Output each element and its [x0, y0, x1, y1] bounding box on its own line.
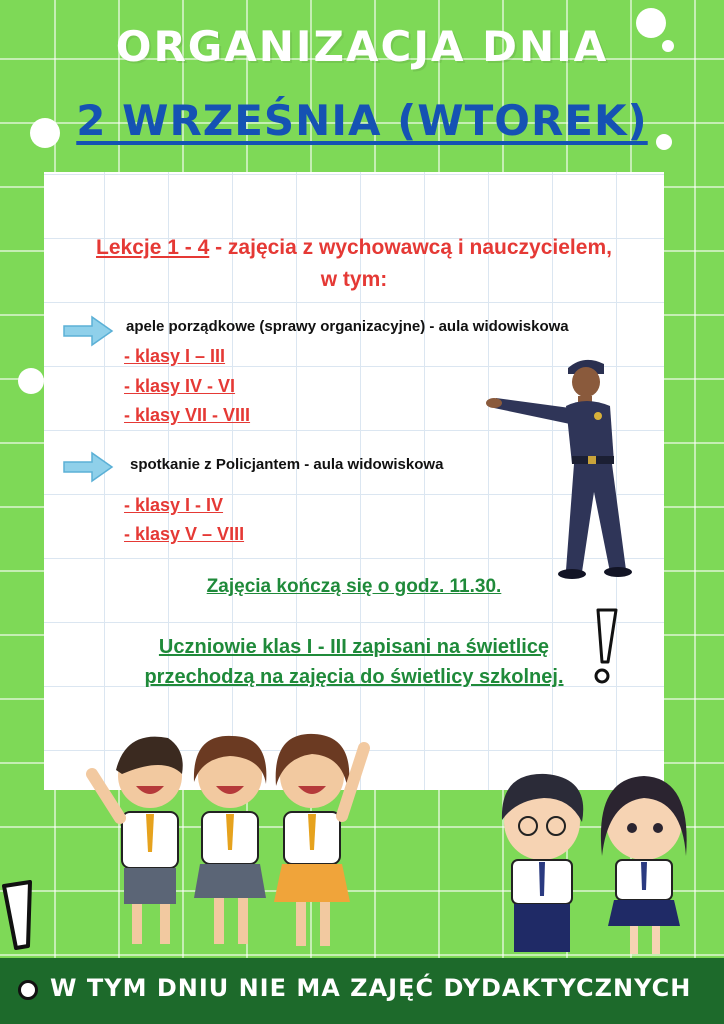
police-officer-illustration [486, 352, 636, 584]
class-group: - klasy I - IV [124, 495, 224, 515]
activity-label: apele porządkowe (sprawy organizacyjne) - aula widowiskowa [126, 318, 569, 335]
page-title: ORGANIZACJA DNIA [115, 22, 609, 71]
decor-dot [18, 368, 44, 394]
lessons-heading [44, 232, 664, 296]
class-group: - klasy VII - VIII [124, 405, 251, 425]
page-subtitle-date: 2 WRZEŚNIA (WTOREK) [76, 96, 648, 145]
daycare-note-line2: przechodzą na zajęcia do świetlicy szkolnej. [144, 666, 564, 688]
end-time-note: Zajęcia kończą się o godz. 11.30. [206, 576, 502, 597]
lessons-range: Lekcje 1 - 4 [96, 236, 210, 259]
activity-label: spotkanie z Policjantem - aula widowiskowa [130, 456, 444, 473]
class-group: - klasy V – VIII [124, 524, 245, 544]
bullet-dot [18, 980, 38, 1000]
daycare-note-line1: Uczniowie klas I - III zapisani na świetlicę [158, 636, 550, 658]
footer-text: W TYM DNIU NIE MA ZAJĘĆ DYDAKTYCZNYCH [50, 974, 692, 1002]
lessons-desc-2: w tym: [320, 268, 388, 291]
arrow-right-icon [62, 314, 114, 348]
lessons-desc: - zajęcia z wychowawcą i nauczycielem, [209, 236, 612, 259]
class-group: - klasy IV - VI [124, 376, 236, 396]
students-illustration [486, 760, 696, 960]
class-group: - klasy I – III [124, 346, 226, 366]
arrow-right-icon [62, 450, 114, 484]
students-illustration [86, 722, 376, 966]
